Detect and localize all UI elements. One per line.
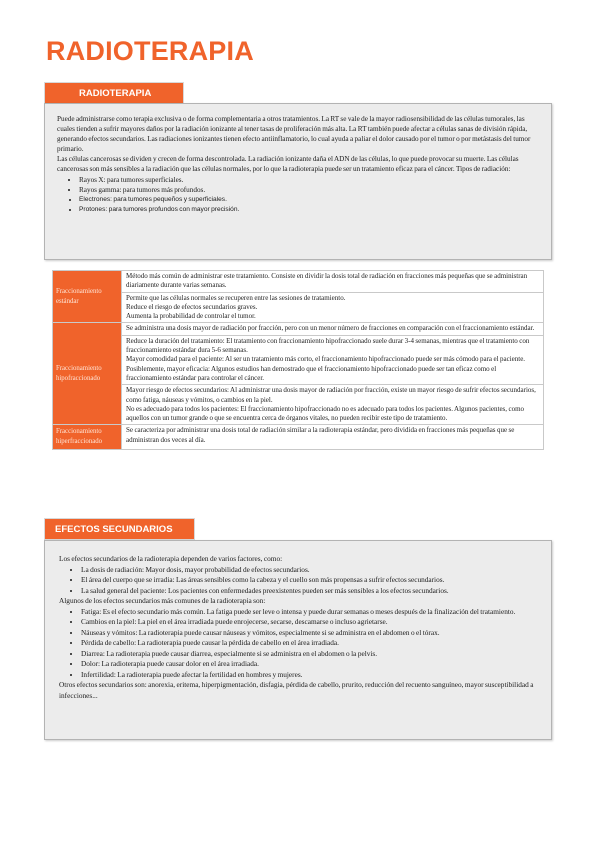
list-item: • La salud general del paciente: Los pacientes con enfermedades preexistentes pueden ser más sensibles a los efectos secundarios. bbox=[81, 586, 541, 597]
table-cell bbox=[122, 385, 544, 425]
list-item: • Náuseas y vómitos: La radioterapia puede causar náuseas y vómitos, especialmente si se administra en el abdomen o el tórax. bbox=[81, 628, 541, 639]
list-item: • Rayos gamma: para tumores más profundos. bbox=[79, 185, 541, 195]
table-row bbox=[53, 385, 544, 425]
page-title: RADIOTERAPIA bbox=[46, 36, 254, 66]
intro-paragraph: Puede administrarse como terapia exclusiva o de forma complementaria a otros tratamientos. La RT se vale de la mayor radiosensibilidad de las células tumorales, las cuales tienden a sufrir mayores daños por la radiación ionizante al tener tasas de proliferación más alta. La RT también puede afectar a células sanas de división rápida, generando efectos secundarios. Las radiaciones ionizantes tienen efecto antiinflamatorio, lo cual ayuda a paliar el dolor causado por el tumor o por metástasis del tumor primario. bbox=[57, 115, 531, 154]
list-item: • Protones: para tumores profundos con mayor precisión. bbox=[79, 205, 541, 215]
cell-line: Posiblemente, mayor eficacia: Algunos estudios han demostrado que el fraccionamiento hipofraccionado puede ser tan eficaz como el fraccionamiento estándar para controlar el cáncer. bbox=[126, 364, 497, 382]
list-item: • La dosis de radiación: Mayor dosis, mayor probabilidad de efectos secundarios. bbox=[81, 565, 541, 576]
mechanism-paragraph: Las células cancerosas se dividen y crecen de forma descontrolada. La radiación ionizante daña el ADN de las células, lo que puede provocar su muerte. Las células cancerosas son más sensibles a la radiación que las células normales, por lo que la radioterapia puede ser un tratamiento eficaz para el cáncer. Tipos de radiación: bbox=[57, 155, 519, 174]
efectos-box bbox=[44, 540, 552, 740]
effects-list bbox=[59, 607, 541, 681]
cell-line: Aumenta la probabilidad de controlar el tumor. bbox=[126, 312, 256, 321]
table-cell bbox=[122, 292, 544, 323]
row-label-estandar: Fraccionamiento estándar bbox=[53, 271, 122, 323]
list-item: • Cambios en la piel: La piel en el área irradiada puede enrojecerse, secarse, descamarse o incluso agrietarse. bbox=[81, 617, 541, 628]
cell-line: Método más común de administrar este tratamiento. Consiste en dividir la dosis total de radiación en fracciones más pequeñas que se administran diariamente durante varias semanas. bbox=[126, 272, 528, 290]
cell-line: Mayor riesgo de efectos secundarios: Al administrar una dosis mayor de radiación por fracción, existe un mayor riesgo de sufrir efectos secundarios, como fatiga, náuseas y vómitos, o cambios en la piel. bbox=[126, 386, 536, 404]
row-label-hiperfraccionado: Fraccionamiento hiperfraccionado bbox=[53, 425, 122, 449]
list-item: • Diarrea: La radioterapia puede causar diarrea, especialmente si se administra en el abdomen o la pelvis. bbox=[81, 649, 541, 660]
table-cell bbox=[122, 271, 544, 293]
table-cell bbox=[122, 335, 544, 384]
effects-intro: Los efectos secundarios de la radioterapia dependen de varios factores, como: bbox=[59, 554, 283, 563]
cell-line: Se caracteriza por administrar una dosis total de radiación similar a la radioterapia estándar, pero dividida en fracciones más pequeñas que se administran dos veces al día. bbox=[126, 426, 515, 444]
cell-line: Permite que las células normales se recuperen entre las sesiones de tratamiento. bbox=[126, 293, 346, 302]
radiation-types-list bbox=[57, 175, 541, 215]
table-row bbox=[53, 323, 544, 335]
common-effects-intro: Algunos de los efectos secundarios más comunes de la radioterapia son: bbox=[59, 596, 266, 605]
cell-line: Reduce la duración del tratamiento: El tratamiento con fraccionamiento hipofraccionado suele durar 3-4 semanas, mientras que el tratamiento con fraccionamiento estándar dura 5-6 semanas. bbox=[126, 336, 530, 355]
row-label-hipofraccionado: Fraccionamiento hipofraccionado bbox=[53, 323, 122, 425]
list-item: • Dolor: La radioterapia puede causar dolor en el área irradiada. bbox=[81, 659, 541, 670]
list-item: • Electrones: para tumores pequeños y superficiales. bbox=[79, 195, 541, 205]
table-row bbox=[53, 292, 544, 323]
cell-line: No es adecuado para todos los pacientes: El fraccionamiento hipofraccionado no es adecuado para todos los pacientes. Algunos pacientes, como aquellos con un tumor grande o que se encuentra cerca de órganos vitales, no pueden recibir este tipo de tratamiento. bbox=[126, 404, 525, 423]
list-item: • Fatiga: Es el efecto secundario más común. La fatiga puede ser leve o intensa y puede durar semanas o meses después de la finalización del tratamiento. bbox=[81, 607, 541, 618]
radioterapia-box bbox=[44, 103, 552, 260]
list-item: • Rayos X: para tumores superficiales. bbox=[79, 175, 541, 185]
fraccionamiento-table bbox=[52, 270, 544, 450]
table-row bbox=[53, 335, 544, 384]
table-row bbox=[53, 271, 544, 293]
cell-line: Se administra una dosis mayor de radiación por fracción, pero con un menor número de fracciones en comparación con el fraccionamiento estándar. bbox=[126, 324, 535, 333]
section-tab-efectos: EFECTOS SECUNDARIOS bbox=[44, 518, 195, 540]
cell-line: Reduce el riesgo de efectos secundarios graves. bbox=[126, 302, 258, 311]
cell-line: Mayor comodidad para el paciente: Al ser un tratamiento más corto, el fraccionamiento hipofraccionado puede ser más cómodo para el paciente. bbox=[126, 355, 526, 364]
list-item: • Pérdida de cabello: La radioterapia puede causar la pérdida de cabello en el área irradiada. bbox=[81, 638, 541, 649]
table-row bbox=[53, 425, 544, 449]
other-effects: Otros efectos secundarios son: anorexia, eritema, hiperpigmentación, disfagia, pérdida de cabello, prurito, reducción del recuento sanguíneo, mayor susceptibilidad a infecciones... bbox=[59, 680, 534, 700]
table-cell bbox=[122, 425, 544, 449]
list-item: • El área del cuerpo que se irradia: Las áreas sensibles como la cabeza y el cuello son más propensas a sufrir efectos secundarios. bbox=[81, 575, 541, 586]
table-cell bbox=[122, 323, 544, 335]
factors-list bbox=[59, 565, 541, 597]
list-item: • Infertilidad: La radioterapia puede afectar la fertilidad en hombres y mujeres. bbox=[81, 670, 541, 681]
section-tab-radioterapia: RADIOTERAPIA bbox=[44, 82, 184, 104]
